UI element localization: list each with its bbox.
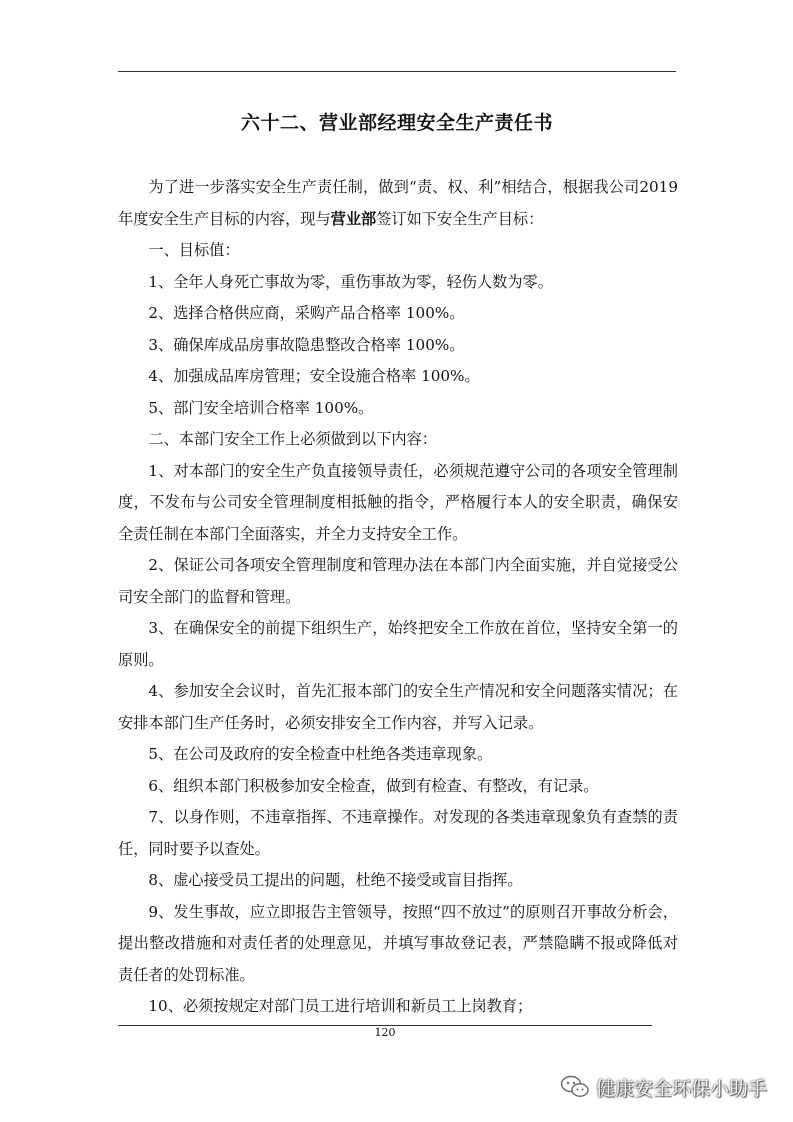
duty-item-1: 1、对本部门的安全生产负直接领导责任，必须规范遵守公司的各项安全管理制度，不发布与公司安全管理制度相抵触的指令，严格履行本人的安全职责，确保安全责任制在本部门全面落实，并全力支持安全工作。 bbox=[118, 461, 678, 543]
target-item-3: 3、确保库成品房事故隐患整改合格率 100%。 bbox=[148, 335, 465, 354]
section-heading-duties: 二、本部门安全工作上必须做到以下内容： bbox=[148, 430, 437, 448]
duty-item-3: 3、在确保安全的前提下组织生产，始终把安全工作放在首位，坚持安全第一的原则。 bbox=[118, 619, 678, 669]
duty-item-5: 5、在公司及政府的安全检查中杜绝各类违章现象。 bbox=[148, 745, 493, 763]
document-body bbox=[118, 172, 678, 1023]
duty-item-9: 9、发生事故，应立即报告主管领导，按照“四不放过”的原则召开事故分析会，提出整改措施和对责任者的处理意见，并填写事故登记表，严禁隐瞒不报或降低对责任者的处罚标准。 bbox=[118, 902, 678, 984]
target-item-4: 4、加强成品库房管理；安全设施合格率 100%。 bbox=[148, 367, 480, 385]
document-title: 六十二、营业部经理安全生产责任书 bbox=[240, 112, 553, 134]
duty-item-10: 10、必须按规定对部门员工进行培训和新员工上岗教育； bbox=[148, 997, 533, 1015]
duty-item-7: 7、以身作则，不违章指挥、不违章操作。对发现的各类违章现象负有查禁的责任，同时要予以查处。 bbox=[118, 808, 678, 858]
duty-item-4: 4、参加安全会议时，首先汇报本部门的安全生产情况和安全问题落实情况；在安排本部门生产任务时，必须安排安全工作内容，并写入记录。 bbox=[118, 682, 678, 732]
duty-item-2: 2、保证公司各项安全管理制度和管理办法在本部门内全面实施，并自觉接受公司安全部门的监督和管理。 bbox=[118, 556, 678, 606]
section-heading-targets: 一、目标值： bbox=[148, 241, 240, 259]
intro-text-start: 为了进一步落实安全生产责任制，做到“责、权、利”相结合，根据我公司2019年度安全生产目标的内容，现与 bbox=[118, 178, 678, 228]
header-rule bbox=[118, 71, 676, 72]
intro-text-end: 签订如下安全生产目标： bbox=[376, 209, 544, 228]
page-number: 120 bbox=[374, 1026, 396, 1039]
watermark bbox=[560, 1072, 767, 1102]
intro-paragraph bbox=[118, 172, 678, 235]
target-item-2: 2、选择合格供应商，采购产品合格率 100%。 bbox=[148, 304, 465, 322]
intro-bold-department: 营业部 bbox=[330, 209, 377, 228]
watermark-text: 健康安全环保小助手 bbox=[596, 1077, 768, 1100]
duty-item-6: 6、组织本部门积极参加安全检查，做到有检查、有整改，有记录。 bbox=[148, 776, 599, 795]
wechat-icon bbox=[560, 1074, 590, 1100]
target-item-5: 5、部门安全培训合格率 100%。 bbox=[148, 398, 374, 417]
target-item-1: 1、全年人身死亡事故为零，重伤事故为零，轻伤人数为零。 bbox=[148, 272, 553, 291]
duty-item-8: 8、虚心接受员工提出的问题，杜绝不接受或盲目指挥。 bbox=[148, 871, 523, 889]
